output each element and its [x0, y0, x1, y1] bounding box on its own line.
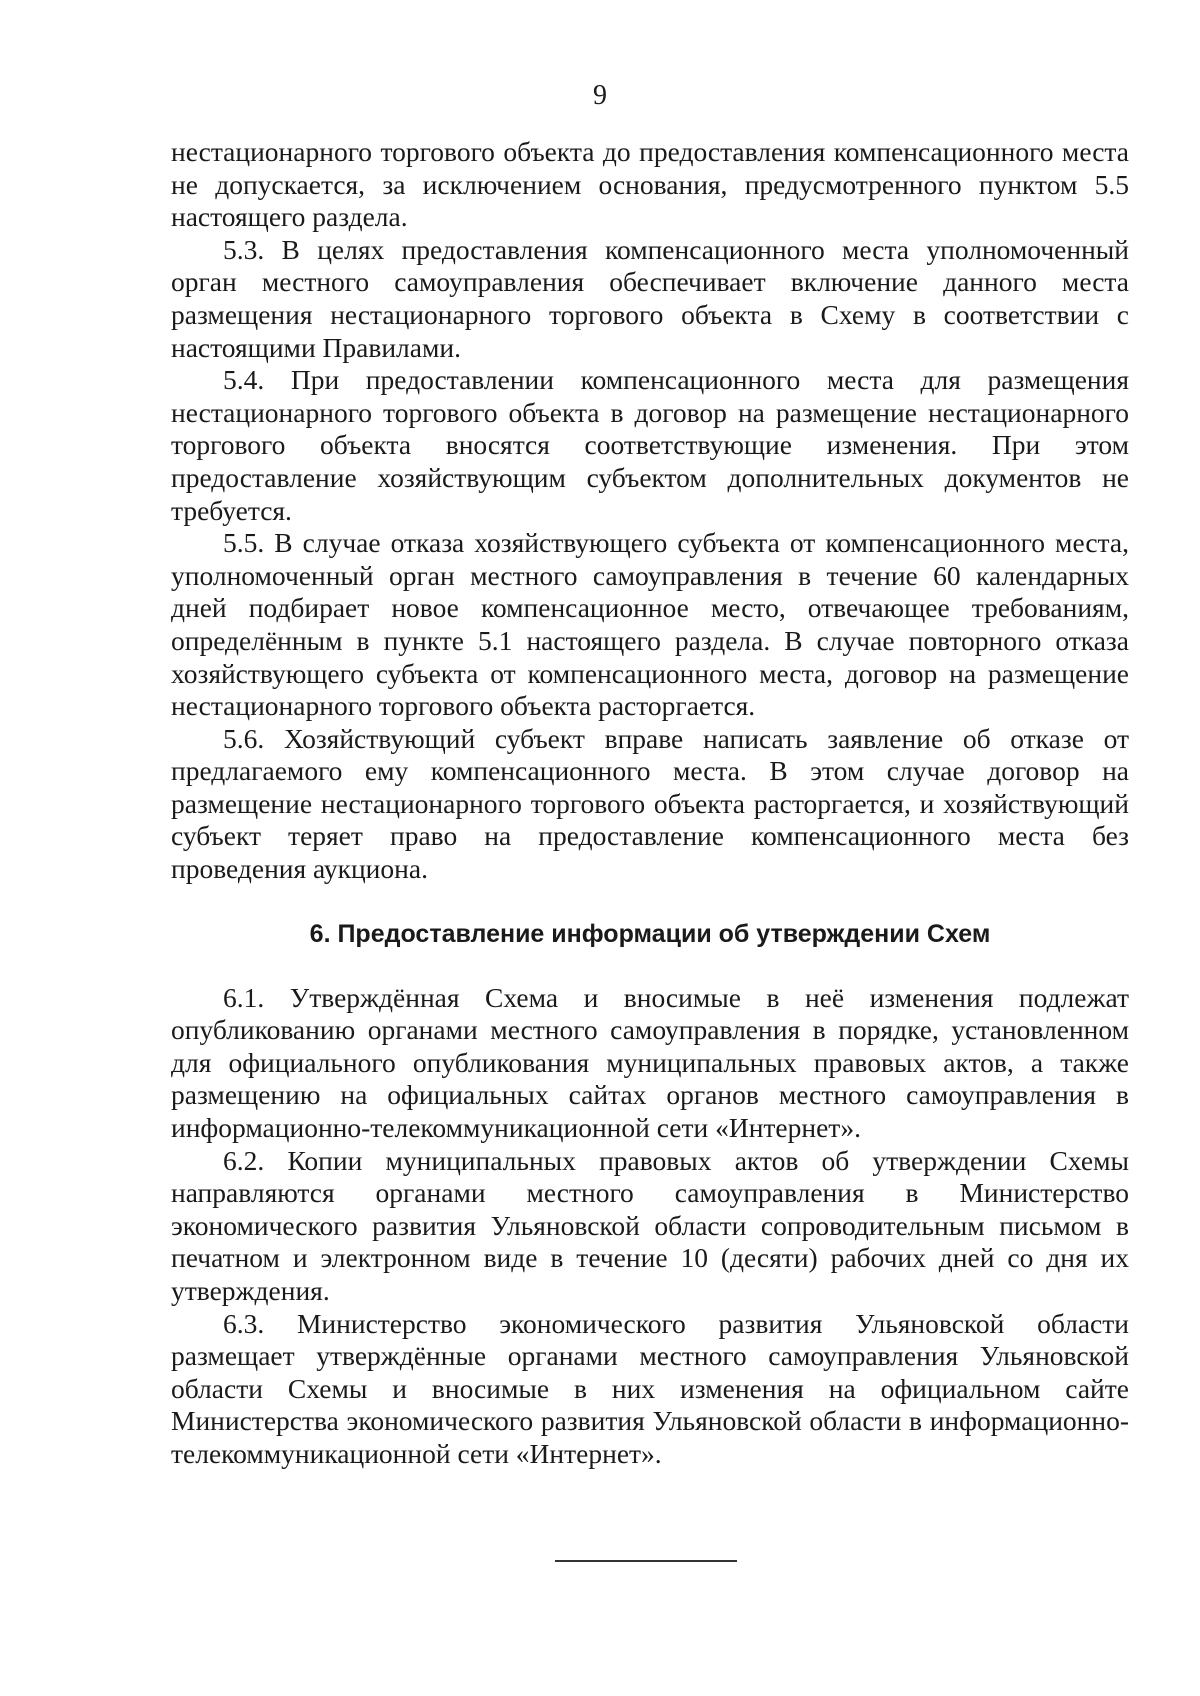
paragraph-5-5: 5.5. В случае отказа хозяйствующего субъекта от компенсационного места, уполномоченный орган местного самоуправления в течение 60 календарных дней подбирает новое компенсационное место, отвечающее требованиям, определённым в пункте 5.1 настоящего раздела. В случае повторного отказа хозяйствующего субъекта от компенсационного места, договор на размещение нестационарного торгового объекта расторгается. [171, 527, 1129, 722]
page-number: 9 [593, 80, 607, 111]
document-body [171, 136, 1129, 1471]
paragraph-5-4: 5.4. При предоставлении компенсационного места для размещения нестационарного торгового объекта в договор на размещение нестационарного торгового объекта вносятся соответствующие изменения. При этом предоставление хозяйствующим субъектом дополнительных документов не требуется. [171, 364, 1129, 526]
paragraph-6-2: 6.2. Копии муниципальных правовых актов об утверждении Схемы направляются органами местного самоуправления в Министерство экономического развития Ульяновской области сопроводительным письмом в печатном и электронном виде в течение 10 (десяти) рабочих дней со дня их утверждения. [171, 1144, 1129, 1306]
section-heading: 6. Предоставление информации об утверждении Схем [309, 919, 991, 948]
paragraph: нестационарного торгового объекта до предоставления компенсационного места не допускается, за исключением основания, предусмотренного пунктом 5.5 настоящего раздела. [171, 136, 1129, 233]
paragraph-6-3: 6.3. Министерство экономического развития Ульяновской области размещает утверждённые органами местного самоуправления Ульяновской области Схемы и вносимые в них изменения на официальном сайте Министерства экономического развития Ульяновской области в информационно-телекоммуникационной сети «Интернет». [171, 1307, 1129, 1469]
paragraph-5-3: 5.3. В целях предоставления компенсационного места уполномоченный орган местного самоуправления обеспечивает включение данного места размещения нестационарного торгового объекта в Схему в соответствии с настоящими Правилами. [171, 233, 1129, 363]
end-separator-line [555, 1560, 737, 1562]
paragraph-5-6: 5.6. Хозяйствующий субъект вправе написать заявление об отказе от предлагаемого ему компенсационного места. В этом случае договор на размещение нестационарного торгового объекта расторгается, и хозяйствующий субъект теряет право на предоставление компенсационного места без проведения аукциона. [171, 722, 1129, 885]
paragraph-6-1: 6.1. Утверждённая Схема и вносимые в неё изменения подлежат опубликованию органами местного самоуправления в порядке, установленном для официального опубликования муниципальных правовых актов, а также размещению на официальных сайтах органов местного самоуправления в информационно-телекоммуникационной сети «Интернет». [171, 981, 1129, 1144]
